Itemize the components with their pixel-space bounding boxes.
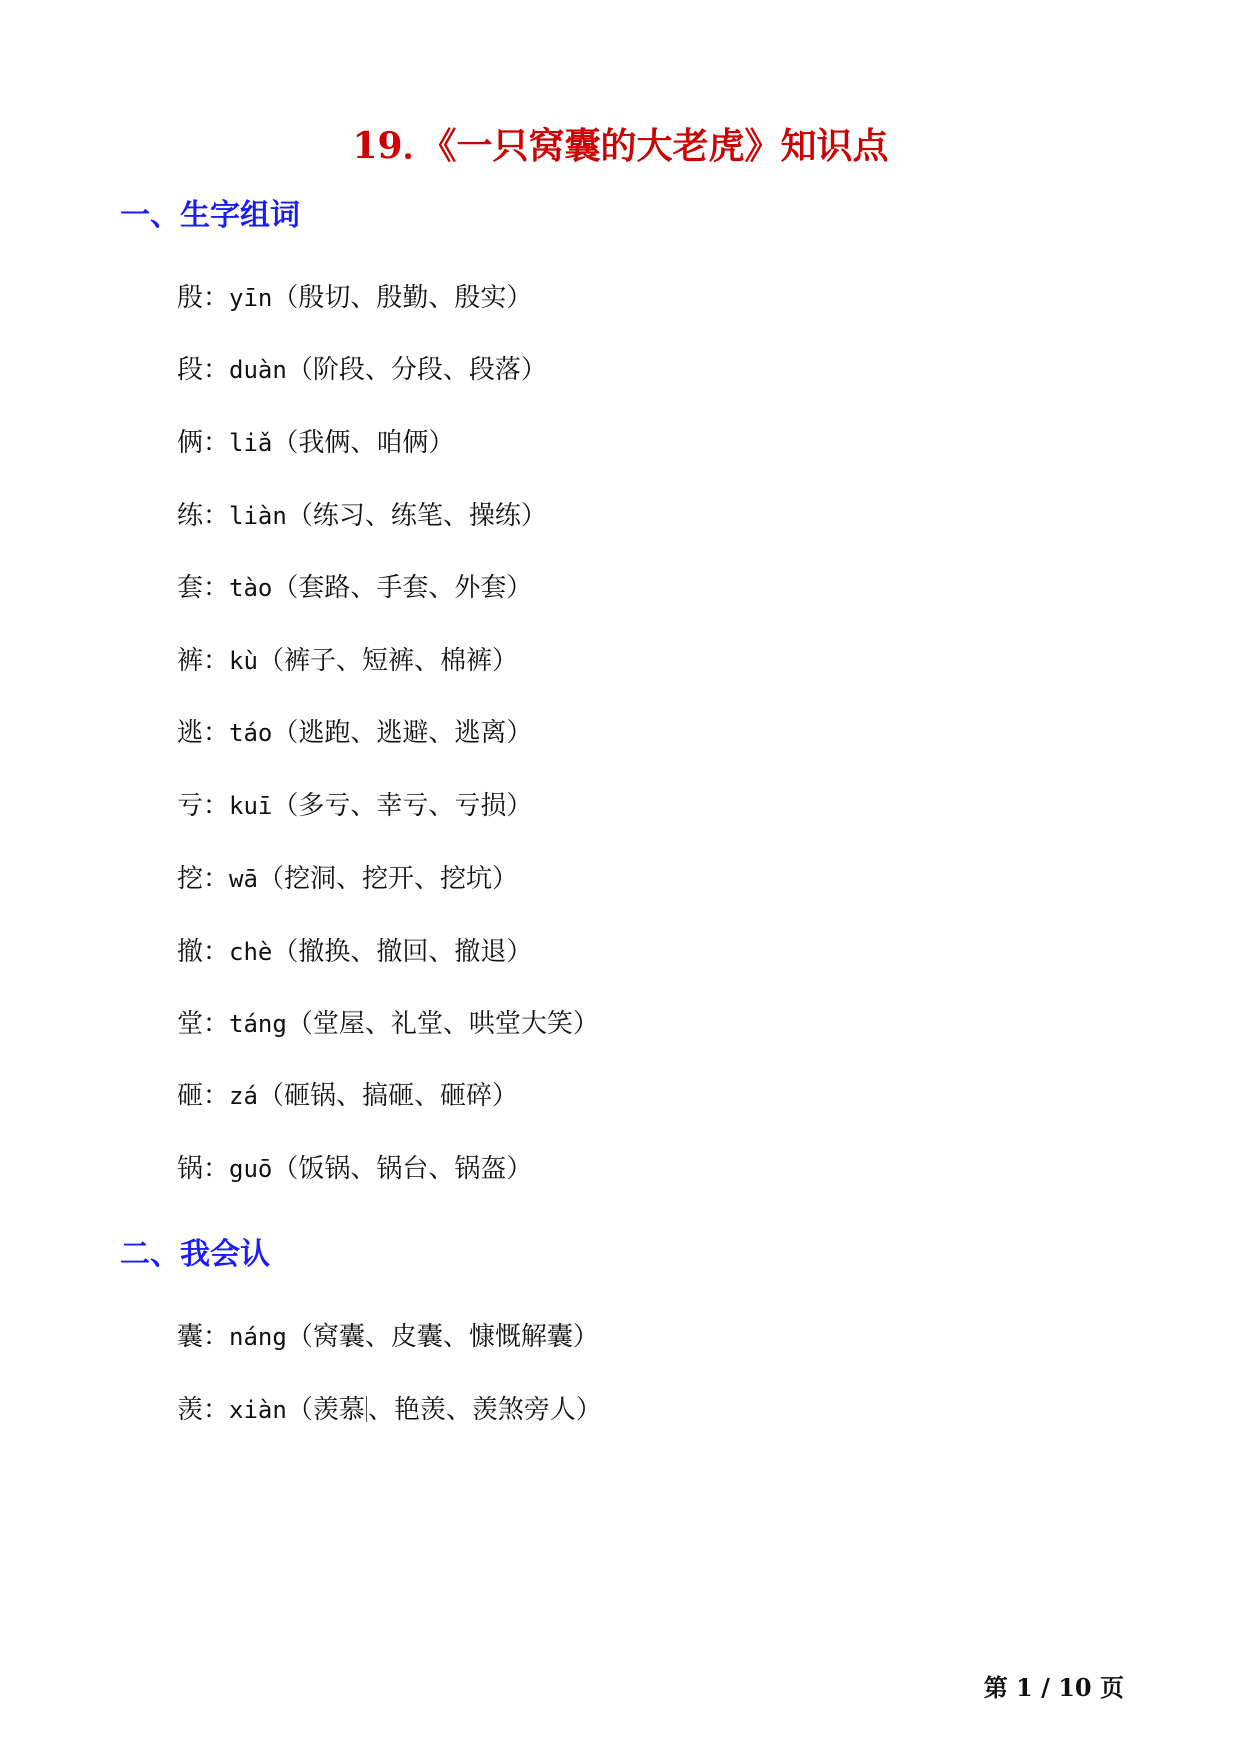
vocab-entry bbox=[177, 715, 532, 751]
entry-words: （练习、练笔、操练） bbox=[286, 501, 547, 531]
entry-words: （饭锅、锅台、锅盔） bbox=[272, 1154, 533, 1184]
vocab-entry bbox=[177, 1078, 518, 1114]
entry-pinyin: xiàn bbox=[229, 1396, 287, 1424]
vocab-entry bbox=[177, 1392, 602, 1428]
vocab-entry bbox=[177, 498, 547, 534]
vocab-entry bbox=[177, 934, 532, 970]
entry-sep: ： bbox=[203, 864, 230, 894]
entry-pinyin: táng bbox=[229, 1010, 287, 1038]
vocab-entry bbox=[177, 425, 454, 461]
entry-pinyin: duàn bbox=[229, 356, 287, 384]
entry-pinyin: liǎ bbox=[229, 429, 273, 457]
entry-sep: ： bbox=[203, 428, 230, 458]
entry-sep: ： bbox=[203, 283, 230, 313]
entry-words: （阶段、分段、段落） bbox=[286, 355, 547, 385]
entry-char: 囊 bbox=[177, 1322, 204, 1352]
entry-words: （撤换、撤回、撤退） bbox=[272, 937, 533, 967]
entry-words: （砸锅、搞砸、砸碎） bbox=[257, 1081, 518, 1111]
vocab-entry bbox=[177, 352, 547, 388]
entry-pinyin: chè bbox=[229, 938, 273, 966]
entry-pinyin: liàn bbox=[229, 502, 287, 530]
entry-char: 锅 bbox=[177, 1154, 204, 1184]
entry-char: 撤 bbox=[177, 937, 204, 967]
entry-char: 挖 bbox=[177, 864, 204, 894]
entry-pinyin: táo bbox=[229, 719, 273, 747]
entry-char: 亏 bbox=[177, 791, 204, 821]
entry-words: （多亏、幸亏、亏损） bbox=[272, 791, 533, 821]
entry-char: 砸 bbox=[177, 1081, 204, 1111]
entry-pinyin: zá bbox=[229, 1082, 258, 1110]
entry-sep: ： bbox=[203, 1322, 230, 1352]
entry-char: 段 bbox=[177, 355, 204, 385]
entry-char: 殷 bbox=[177, 283, 204, 313]
vocab-entry bbox=[177, 1151, 532, 1187]
entry-sep: ： bbox=[203, 501, 230, 531]
entry-sep: ： bbox=[203, 1081, 230, 1111]
entry-pinyin: kù bbox=[229, 647, 258, 675]
entry-sep: ： bbox=[203, 573, 230, 603]
vocab-entry bbox=[177, 570, 532, 606]
entry-words: （逃跑、逃避、逃离） bbox=[272, 718, 533, 748]
entry-words-part-b: 、艳羡、羡煞旁人） bbox=[367, 1395, 602, 1425]
entry-sep: ： bbox=[203, 646, 230, 676]
entry-char: 练 bbox=[177, 501, 204, 531]
entry-words: （殷切、殷勤、殷实） bbox=[272, 283, 533, 313]
entry-sep: ： bbox=[203, 791, 230, 821]
vocab-entry bbox=[177, 788, 532, 824]
entry-char: 逃 bbox=[177, 718, 204, 748]
entry-words-part-a: （羡慕 bbox=[286, 1395, 365, 1425]
vocab-entry bbox=[177, 861, 518, 897]
entry-sep: ： bbox=[203, 1395, 230, 1425]
vocab-entry bbox=[177, 643, 518, 679]
entry-char: 俩 bbox=[177, 428, 204, 458]
entry-pinyin: kuī bbox=[229, 792, 273, 820]
entry-sep: ： bbox=[203, 937, 230, 967]
entry-pinyin: tào bbox=[229, 574, 273, 602]
entry-pinyin: náng bbox=[229, 1323, 287, 1351]
entry-char: 羡 bbox=[177, 1395, 204, 1425]
text-cursor bbox=[366, 1396, 367, 1422]
entry-char: 裤 bbox=[177, 646, 204, 676]
entry-words: （堂屋、礼堂、哄堂大笑） bbox=[286, 1009, 599, 1039]
entry-words: （套路、手套、外套） bbox=[272, 573, 533, 603]
entry-words: （窝囊、皮囊、慷慨解囊） bbox=[286, 1322, 599, 1352]
entry-words: （裤子、短裤、棉裤） bbox=[257, 646, 518, 676]
entry-words: （挖洞、挖开、挖坑） bbox=[257, 864, 518, 894]
page-number: 第 1 / 10 页 bbox=[983, 1673, 1124, 1702]
entry-sep: ： bbox=[203, 355, 230, 385]
vocab-entry bbox=[177, 1319, 599, 1355]
section-heading-recognize: 二、我会认 bbox=[120, 1237, 270, 1272]
entry-pinyin: yīn bbox=[229, 284, 273, 312]
entry-sep: ： bbox=[203, 1154, 230, 1184]
vocab-entry bbox=[177, 280, 532, 316]
vocab-entry bbox=[177, 1006, 599, 1042]
entry-sep: ： bbox=[203, 1009, 230, 1039]
entry-sep: ： bbox=[203, 718, 230, 748]
entry-char: 套 bbox=[177, 573, 204, 603]
document-title: 19．《一只窝囊的大老虎》知识点 bbox=[352, 125, 889, 167]
entry-words: （我俩、咱俩） bbox=[272, 428, 455, 458]
entry-pinyin: guō bbox=[229, 1155, 273, 1183]
entry-char: 堂 bbox=[177, 1009, 204, 1039]
section-heading-new-characters: 一、生字组词 bbox=[120, 198, 300, 233]
entry-pinyin: wā bbox=[229, 865, 258, 893]
